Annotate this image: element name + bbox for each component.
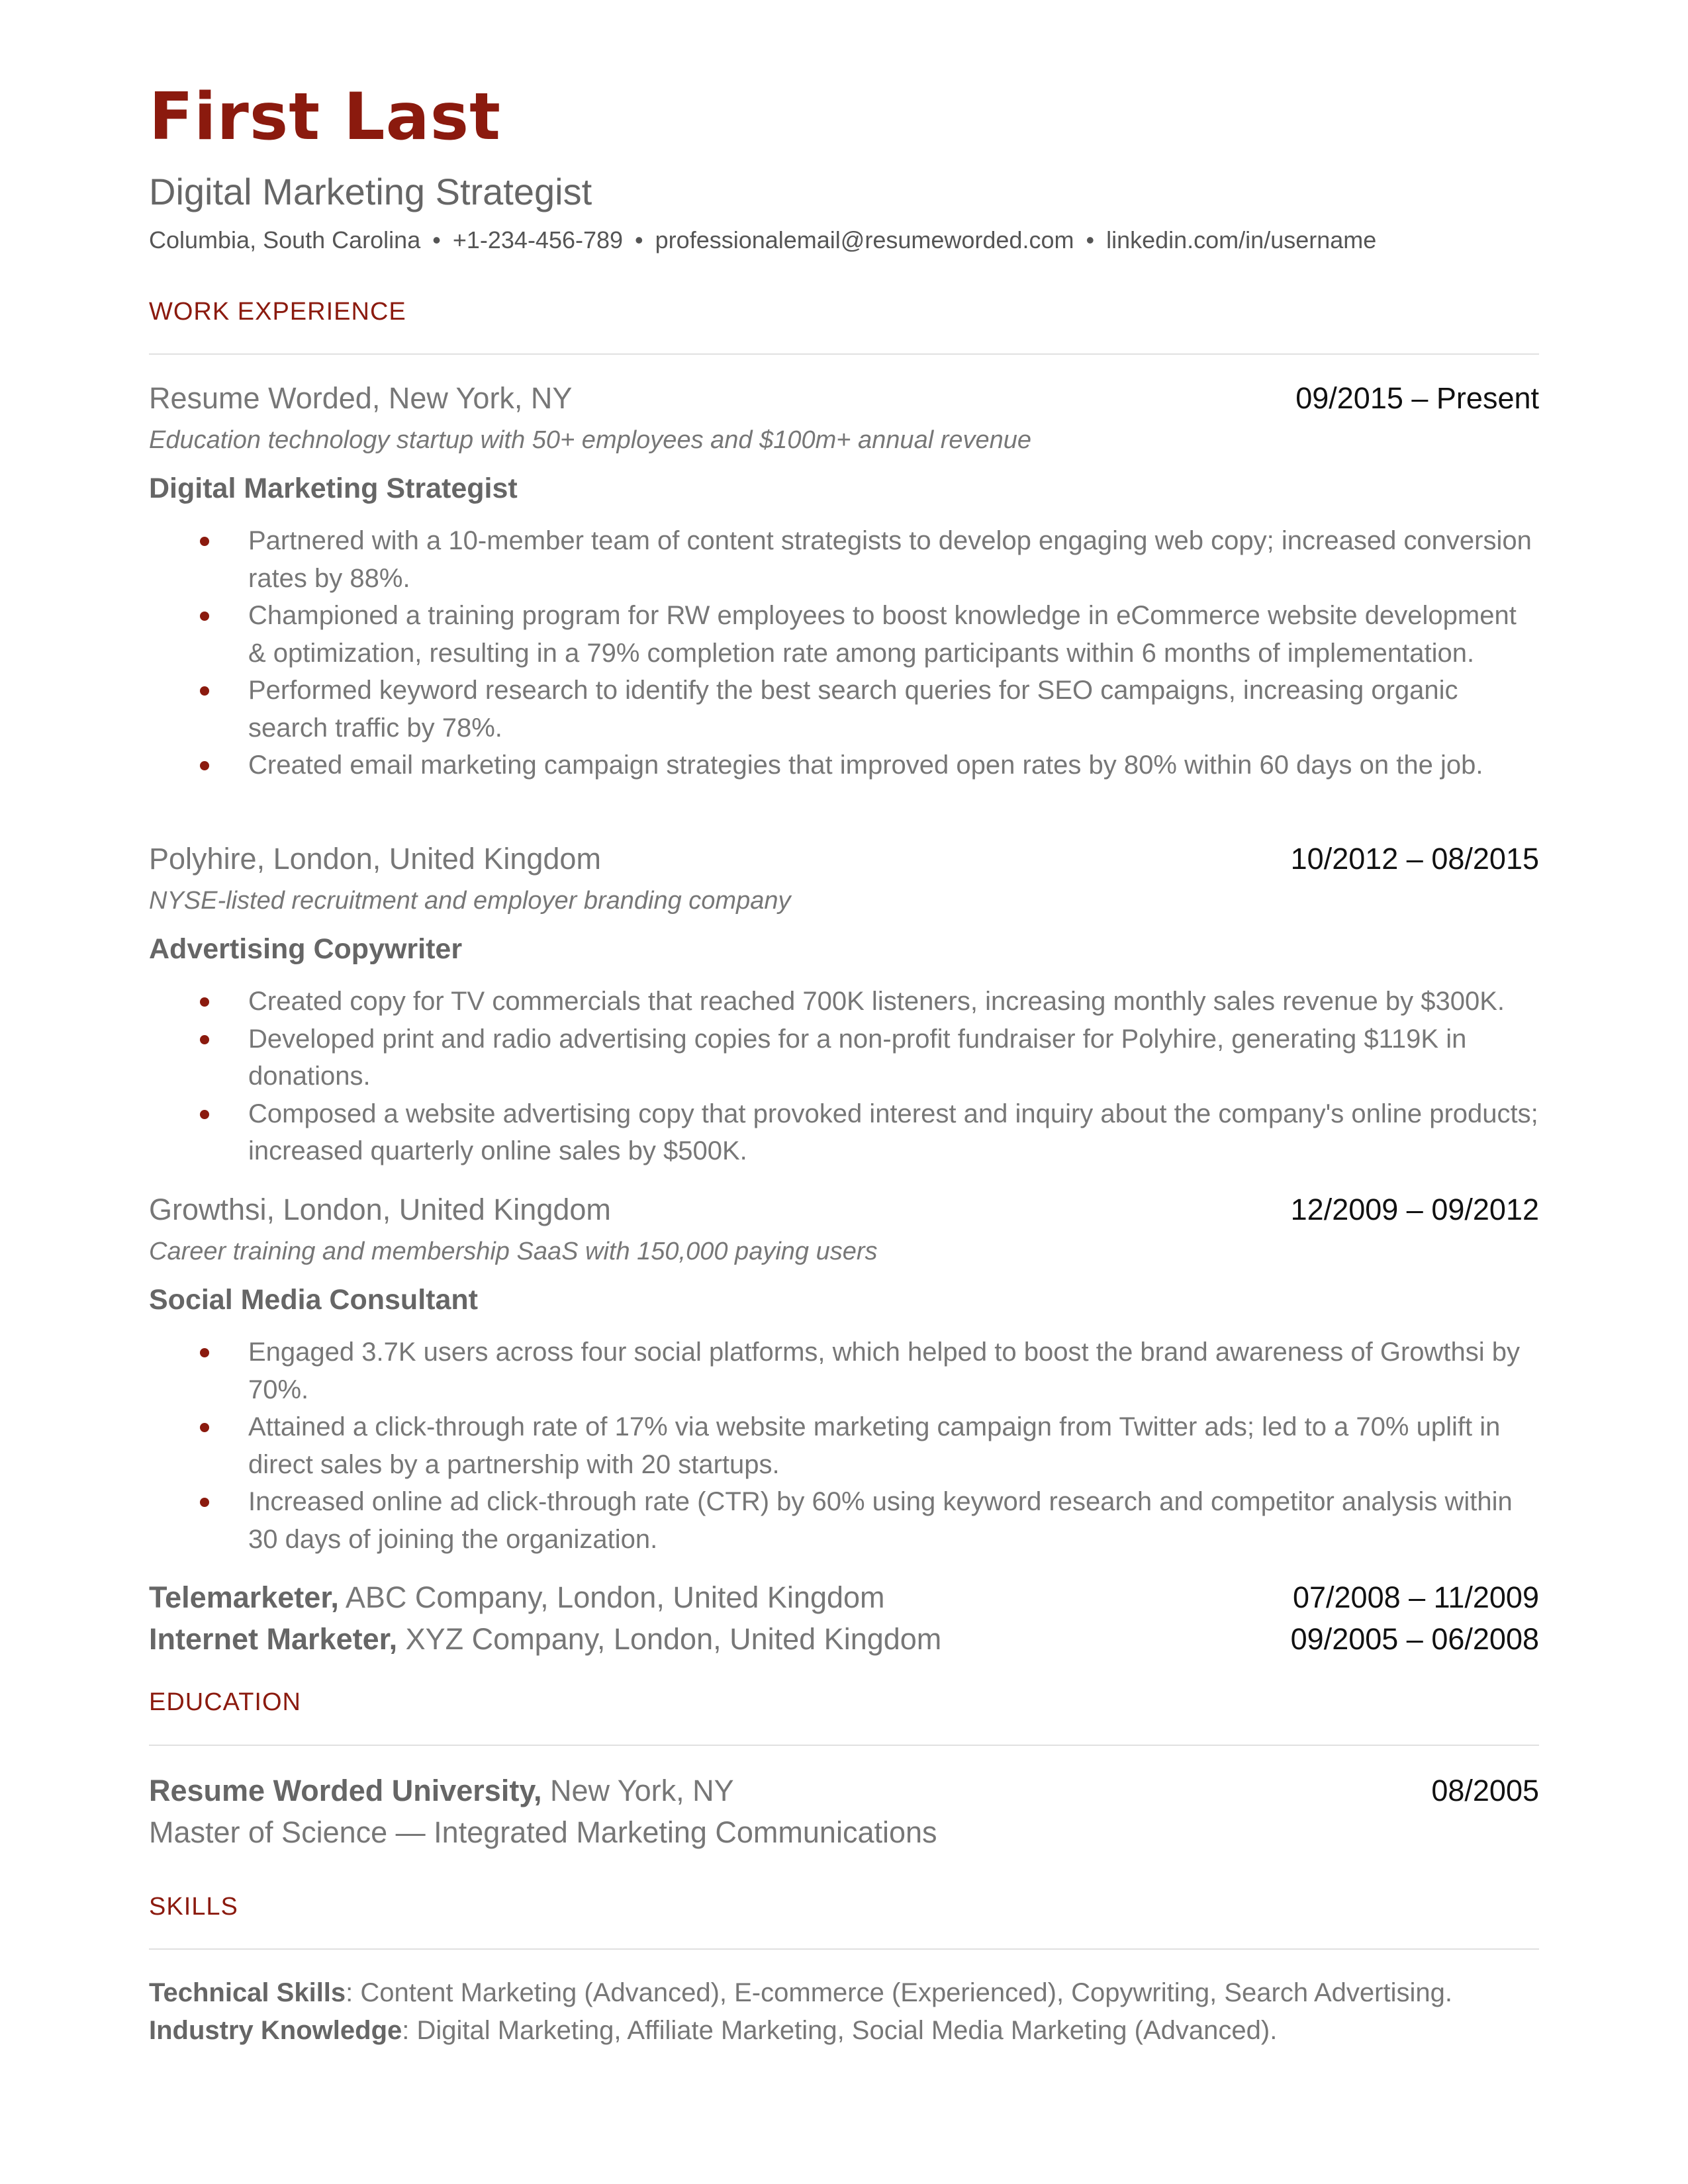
job-bullets	[149, 1334, 1539, 1558]
list-item	[149, 1021, 1539, 1095]
bullet-text: Developed print and radio advertising copies for a non-profit fundraiser for Polyhire, generating $119K in donations.	[248, 1024, 1467, 1091]
short-job	[149, 1619, 1539, 1659]
bullet-text: Performed keyword research to identify the best search queries for SEO campaigns, increasing organic search traffic by 78%.	[248, 676, 1458, 743]
skill-text: : Content Marketing (Advanced), E-commerce (Experienced), Copywriting, Search Advertising.	[346, 1978, 1452, 2007]
degree: Master of Science — Integrated Marketing Communications	[149, 1815, 937, 1849]
company-description: Career training and membership SaaS with 150,000 paying users	[149, 1238, 878, 1265]
section-title-work: WORK EXPERIENCE	[149, 298, 406, 326]
contact-linkedin[interactable]: linkedin.com/in/username	[1106, 226, 1377, 253]
bullet-dot	[200, 612, 209, 621]
short-job	[149, 1578, 1539, 1617]
short-job-title: Internet Marketer,	[149, 1622, 398, 1656]
bullet-text: Partnered with a 10-member team of content strategists to develop engaging web copy; increased conversion rates by 88%.	[248, 526, 1532, 593]
bullet-dot	[200, 1035, 209, 1044]
candidate-name: First Last	[149, 79, 501, 155]
bullet-dot	[200, 761, 209, 770]
education-header	[149, 1771, 1539, 1811]
bullet-text: Attained a click-through rate of 17% via website marketing campaign from Twitter ads; led to a 70% uplift in direct sales by a partnership with 20 startups.	[248, 1412, 1501, 1479]
job-header	[149, 839, 1539, 879]
bullet-dot	[200, 997, 209, 1007]
bullet-dot	[200, 1423, 209, 1432]
list-item	[149, 1483, 1539, 1558]
section-divider	[149, 353, 1539, 355]
bullet-text: Increased online ad click-through rate (CTR) by 60% using keyword research and competitor analysis within 30 days of joining the organization.	[248, 1487, 1513, 1554]
section-title-skills: SKILLS	[149, 1893, 238, 1921]
job-dates: 09/2005 – 06/2008	[1290, 1622, 1539, 1656]
job-role: Social Media Consultant	[149, 1284, 478, 1316]
short-job-text	[149, 1578, 885, 1617]
job-dates: 07/2008 – 11/2009	[1292, 1580, 1539, 1614]
job-company: Resume Worded, New York, NY	[149, 381, 573, 415]
contact-email[interactable]: professionalemail@resumeworded.com	[655, 226, 1074, 253]
bullet-text: Created copy for TV commercials that reached 700K listeners, increasing monthly sales revenue by $300K.	[248, 987, 1505, 1016]
section-divider	[149, 1745, 1539, 1746]
bullet-dot	[200, 1110, 209, 1119]
job-dates: 12/2009 – 09/2012	[1290, 1193, 1539, 1226]
list-item	[149, 747, 1539, 784]
short-job-company: ABC Company, London, United Kingdom	[345, 1580, 885, 1614]
contact-line	[149, 228, 1376, 252]
company-description: Education technology startup with 50+ employees and $100m+ annual revenue	[149, 426, 1032, 454]
job-company: Polyhire, London, United Kingdom	[149, 842, 601, 876]
list-item	[149, 672, 1539, 747]
job-dates: 10/2012 – 08/2015	[1290, 842, 1539, 876]
company-description: NYSE-listed recruitment and employer branding company	[149, 887, 791, 915]
bullet-separator: •	[1086, 226, 1095, 253]
job-bullets	[149, 522, 1539, 784]
skill-text: : Digital Marketing, Affiliate Marketing, Social Media Marketing (Advanced).	[402, 2016, 1278, 2045]
bullet-separator: •	[635, 226, 643, 253]
skill-label: Technical Skills	[149, 1978, 346, 2007]
job-role: Digital Marketing Strategist	[149, 473, 518, 504]
job-header	[149, 379, 1539, 418]
bullet-dot	[200, 537, 209, 546]
job-company: Growthsi, London, United Kingdom	[149, 1193, 611, 1226]
job-dates: 09/2015 – Present	[1295, 381, 1539, 415]
school-name: Resume Worded University,	[149, 1774, 542, 1807]
job-role: Advertising Copywriter	[149, 933, 463, 965]
list-item	[149, 983, 1539, 1021]
bullet-separator: •	[432, 226, 441, 253]
bullet-text: Championed a training program for RW employees to boost knowledge in eCommerce website development & optimization, resulting in a 79% completion rate among participants within 6 months of implementation.	[248, 601, 1517, 668]
list-item	[149, 1408, 1539, 1483]
skill-line	[149, 2012, 1277, 2049]
bullet-text: Created email marketing campaign strategies that improved open rates by 80% within 60 days on the job.	[248, 751, 1483, 780]
education-text	[149, 1771, 734, 1811]
skill-line	[149, 1974, 1452, 2011]
short-job-company: XYZ Company, London, United Kingdom	[405, 1622, 942, 1656]
short-job-text	[149, 1619, 941, 1659]
bullet-text: Composed a website advertising copy that provoked interest and inquiry about the company's online products; increased quarterly online sales by $500K.	[248, 1099, 1538, 1165]
job-bullets	[149, 983, 1539, 1170]
bullet-dot	[200, 1348, 209, 1357]
short-job-title: Telemarketer,	[149, 1580, 339, 1614]
bullet-text: Engaged 3.7K users across four social platforms, which helped to boost the brand awareness of Growthsi by 70%.	[248, 1338, 1521, 1404]
skill-label: Industry Knowledge	[149, 2016, 402, 2045]
contact-location: Columbia, South Carolina	[149, 226, 421, 253]
bullet-dot	[200, 1498, 209, 1507]
contact-phone: +1-234-456-789	[452, 226, 624, 253]
job-header	[149, 1190, 1539, 1230]
school-location: New York, NY	[550, 1774, 734, 1807]
headline: Digital Marketing Strategist	[149, 171, 592, 212]
list-item	[149, 597, 1539, 672]
education-date: 08/2005	[1431, 1774, 1539, 1807]
list-item	[149, 1334, 1539, 1408]
section-title-education: EDUCATION	[149, 1688, 301, 1716]
bullet-dot	[200, 686, 209, 696]
list-item	[149, 1095, 1539, 1170]
list-item	[149, 522, 1539, 597]
section-divider	[149, 1948, 1539, 1950]
